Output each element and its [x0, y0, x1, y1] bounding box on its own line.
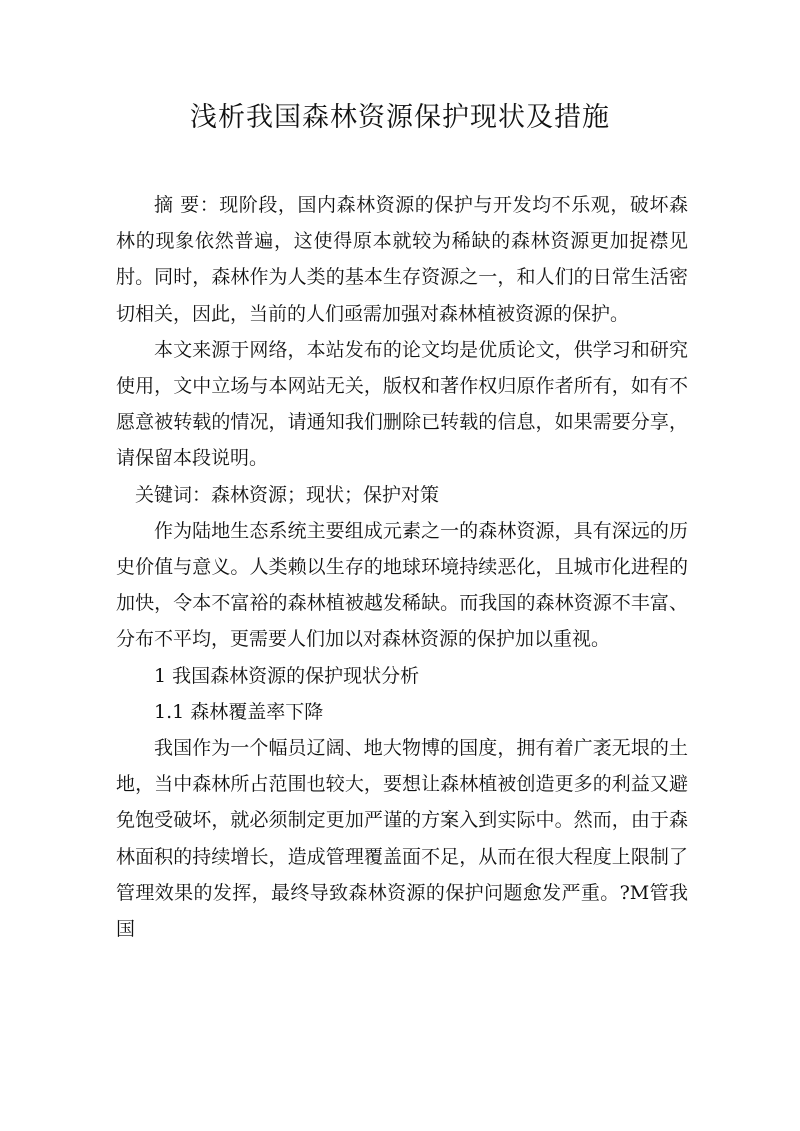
abstract-paragraph: 摘 要：现阶段，国内森林资源的保护与开发均不乐观，破坏森林的现象依然普遍，这使得原本就较为稀缺的森林资源更加捉襟见肘。同时，森林作为人类的基本生存资源之一，和人们的日常生活密切相关，因此，当前的人们亟需加强对森林植被资源的保护。: [116, 194, 688, 325]
section-1-1-body: 我国作为一个幅员辽阔、地大物博的国度，拥有着广袤无垠的土地，当中森林所占范围也较大，要想让森林植被创造更多的利益又避免饱受破坏，就必须制定更加严谨的方案入到实际中。然而，由于森林面积的持续增长，造成管理覆盖面不足，从而在很大程度上限制了管理效果的发挥，最终导致森林资源的保护问题愈发严重。?M管我国: [116, 737, 688, 941]
document-body: [116, 187, 688, 947]
document-title: 浅析我国森林资源保护现状及措施: [190, 102, 610, 133]
intro-paragraph: 作为陆地生态系统主要组成元素之一的森林资源，具有深远的历史价值与意义。人类赖以生存的地球环境持续恶化，且城市化进程的加快，令本不富裕的森林植被越发稀缺。而我国的森林资源不丰富、分布不平均，更需要人们加以对森林资源的保护加以重视。: [116, 519, 688, 651]
source-note-paragraph: 本文来源于网络，本站发布的论文均是优质论文，供学习和研究使用，文中立场与本网站无关，版权和著作权归原作者所有，如有不愿意被转载的情况，请通知我们删除已转载的信息，如果需要分享，请保留本段说明。: [116, 338, 688, 470]
section-1-heading: 1 我国森林资源的保护现状分析: [154, 664, 420, 687]
section-1-1-heading: 1.1 森林覆盖率下降: [154, 700, 324, 723]
keywords-line: 关键词：森林资源；现状；保护对策: [135, 483, 440, 506]
